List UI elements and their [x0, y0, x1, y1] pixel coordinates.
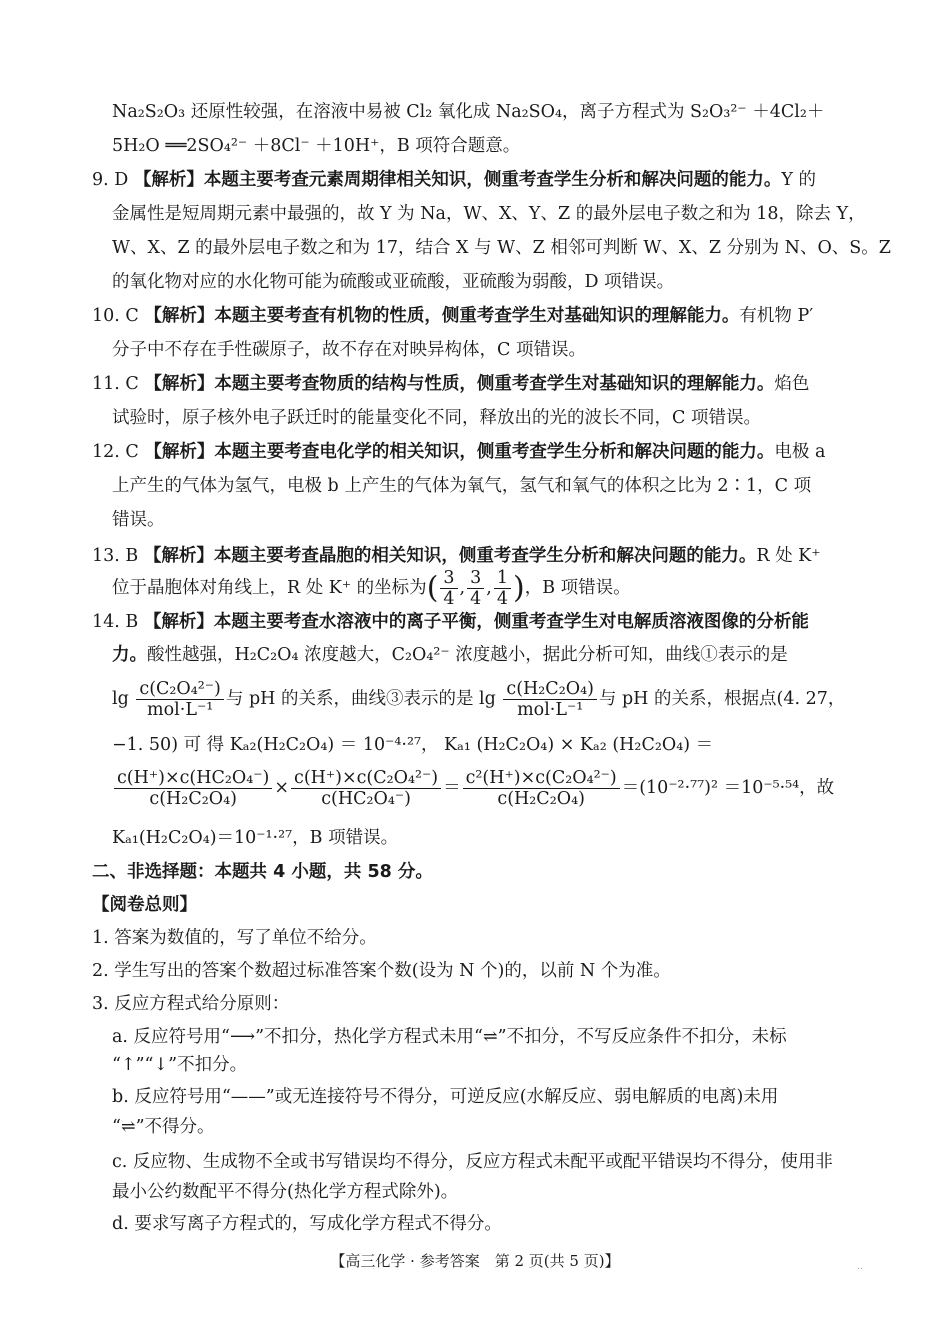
question-number: 12. C [92, 442, 139, 462]
left-paren: ( [426, 570, 439, 606]
denominator: c(H₂C₂O₄) [497, 789, 585, 809]
q14-line-3 [112, 676, 845, 722]
numerator: c(H₂C₂O₄) [503, 679, 597, 700]
numerator: c²(H⁺)×c(C₂O₄²⁻) [463, 768, 620, 789]
section-title: 二、非选择题：本题共 4 小题，共 58 分。 [92, 862, 433, 882]
analysis-label: 【解析】 [143, 546, 214, 566]
question-number: 9. D [92, 170, 129, 190]
analysis-summary: 本题主要考查有机物的性质，侧重考查学生对基础知识的理解能力。 [214, 306, 740, 326]
question-number: 14. B [92, 612, 139, 632]
denominator: 4 [443, 589, 455, 609]
analysis-text: 电极 a [774, 442, 826, 462]
denominator: c(HC₂O₄⁻) [321, 789, 411, 809]
fraction-product [463, 768, 620, 809]
q13-line-1 [92, 544, 820, 568]
denominator: c(H₂C₂O₄) [149, 789, 237, 809]
q12-line-1 [92, 440, 825, 464]
comma: , [459, 578, 466, 598]
q9-line-2: 金属性是短周期元素中最强的，故 Y 为 Na，W、X、Y、Z 的最外层电子数之和为 18，除去 Y， [112, 204, 866, 224]
q13-line-2 [112, 566, 631, 610]
q9-line-1 [92, 168, 816, 192]
rule-3: 3. 反应方程式给分原则： [92, 994, 290, 1014]
q10-line-1 [92, 304, 813, 328]
analysis-summary-end: 力。 [112, 645, 147, 665]
analysis-text: R 处 K⁺ [756, 546, 821, 566]
q9-line-3: W、X、Z 的最外层电子数之和为 17，结合 X 与 W、Z 相邻可判断 W、X、Z 分别为 N、O、S。Z [112, 238, 891, 258]
curve-text-tail: 与 pH 的关系，根据点(4. 27， [598, 689, 846, 709]
analysis-label: 【解析】 [133, 170, 204, 190]
coordinate-intro: 位于晶胞体对角线上，R 处 K⁺ 的坐标为 [112, 578, 427, 598]
numerator: 3 [467, 568, 484, 589]
analysis-text: 焰色 [774, 374, 810, 394]
rule-3a-line-2: “↑”“↓”不扣分。 [112, 1055, 248, 1075]
rule-3b-line-1: b. 反应符号用“——”或无连接符号不得分，可逆反应(水解反应、弱电解质的电离)未用 [112, 1087, 779, 1107]
analysis-text: Y 的 [781, 170, 816, 190]
q11-line-1 [92, 372, 809, 396]
question-number: 11. C [92, 374, 139, 394]
fraction-c-oxalic-acid [503, 679, 597, 720]
rule-3d: d. 要求写离子方程式的，写成化学方程式不得分。 [112, 1214, 502, 1234]
analysis-label: 【解析】 [143, 612, 214, 632]
q9-line-4: 的氧化物对应的水化物可能为硫酸或亚硫酸，亚硫酸为弱酸，D 项错误。 [112, 272, 675, 292]
fraction-z [494, 568, 511, 609]
q14-line-4: −1. 50) 可 得 Kₐ₂(H₂C₂O₄) ＝ 10⁻⁴·²⁷， Kₐ₁ (H₂C₂O₄) × Kₐ₂ (H₂C₂O₄) ＝ [112, 735, 714, 755]
rule-3b-line-2: “⇌”不得分。 [112, 1117, 215, 1137]
numerator: c(C₂O₄²⁻) [136, 679, 223, 700]
result-text: ＝(10⁻²·⁷⁷)² ＝10⁻⁵·⁵⁴，故 [621, 778, 835, 798]
q14-line-5 [112, 764, 834, 812]
analysis-label: 【解析】 [144, 442, 215, 462]
denominator: 4 [470, 589, 482, 609]
analysis-summary: 本题主要考查水溶液中的离子平衡，侧重考查学生对电解质溶液图像的分析能 [213, 612, 809, 632]
question-number: 10. C [92, 306, 139, 326]
grading-rules-header: 【阅卷总则】 [92, 895, 197, 915]
numerator: c(H⁺)×c(HC₂O₄⁻) [114, 768, 272, 789]
q8-line-1: Na₂S₂O₃ 还原性较强，在溶液中易被 Cl₂ 氧化成 Na₂SO₄，离子方程式为 S₂O₃²⁻ ＋4Cl₂＋ [112, 102, 825, 122]
analysis-summary: 本题主要考查电化学的相关知识，侧重考查学生分析和解决问题的能力。 [214, 442, 775, 462]
numerator: c(H⁺)×c(C₂O₄²⁻) [291, 768, 441, 789]
fraction-x [440, 568, 457, 609]
q14-line-6: Kₐ₁(H₂C₂O₄)＝10⁻¹·²⁷，B 项错误。 [112, 828, 399, 848]
curve-text: 与 pH 的关系，曲线③表示的是 lg [225, 689, 496, 709]
rule-3a-line-1: a. 反应符号用“⟶”不扣分，热化学方程式未用“⇌”不扣分，不写反应条件不扣分，未标 [112, 1027, 787, 1047]
denominator: mol·L⁻¹ [517, 700, 584, 720]
fraction-ka1 [114, 768, 272, 809]
fraction-y [467, 568, 484, 609]
rule-2: 2. 学生写出的答案个数超过标准答案个数(设为 N 个)的，以前 N 个为准。 [92, 961, 671, 981]
numerator: 3 [440, 568, 457, 589]
q10-line-2: 分子中不存在手性碳原子，故不存在对映异构体，C 项错误。 [112, 340, 586, 360]
scan-mark: .. [857, 1262, 863, 1272]
q14-line-2 [112, 643, 788, 667]
lg-symbol: lg [112, 689, 129, 709]
fraction-c-oxalate [136, 679, 223, 720]
numerator: 1 [494, 568, 511, 589]
analysis-summary: 本题主要考查物质的结构与性质，侧重考查学生对基础知识的理解能力。 [214, 374, 775, 394]
rule-3c-line-2: 最小公约数配平不得分(热化学方程式除外)。 [112, 1182, 459, 1202]
analysis-label: 【解析】 [144, 306, 215, 326]
analysis-summary: 本题主要考查晶胞的相关知识，侧重考查学生分析和解决问题的能力。 [213, 546, 757, 566]
comma: , [486, 578, 492, 598]
coordinate-conclusion: ，B 项错误。 [524, 578, 631, 598]
right-paren: ) [512, 570, 525, 606]
analysis-label: 【解析】 [144, 374, 215, 394]
q8-line-2: 5H₂O ══2SO₄²⁻ ＋8Cl⁻ ＋10H⁺，B 项符合题意。 [112, 136, 521, 156]
denominator: 4 [496, 589, 508, 609]
denominator: mol·L⁻¹ [147, 700, 214, 720]
q11-line-2: 试验时，原子核外电子跃迁时的能量变化不同，释放出的光的波长不同，C 项错误。 [112, 408, 761, 428]
analysis-text: 酸性越强，H₂C₂O₄ 浓度越大，C₂O₄²⁻ 浓度越小，据此分析可知，曲线①表示的是 [147, 645, 788, 665]
q14-line-1 [92, 610, 809, 634]
analysis-summary: 本题主要考查元素周期律相关知识，侧重考查学生分析和解决问题的能力。 [203, 170, 782, 190]
rule-3c-line-1: c. 反应物、生成物不全或书写错误均不得分，反应方程式未配平或配平错误均不得分，使用非 [112, 1152, 833, 1172]
equals-sign: ＝ [443, 778, 461, 798]
question-number: 13. B [92, 546, 139, 566]
page-footer: 【高三化学 · 参考答案 第 2 页(共 5 页)】 [330, 1252, 620, 1270]
q12-line-2: 上产生的气体为氢气，电极 b 上产生的气体为氧气，氢气和氧气的体积之比为 2∶1，C 项 [112, 476, 812, 496]
rule-1: 1. 答案为数值的，写了单位不给分。 [92, 928, 377, 948]
fraction-ka2 [291, 768, 441, 809]
analysis-text: 有机物 P′ [739, 306, 814, 326]
q12-line-3: 错误。 [112, 510, 165, 530]
times-sign: × [274, 778, 290, 798]
